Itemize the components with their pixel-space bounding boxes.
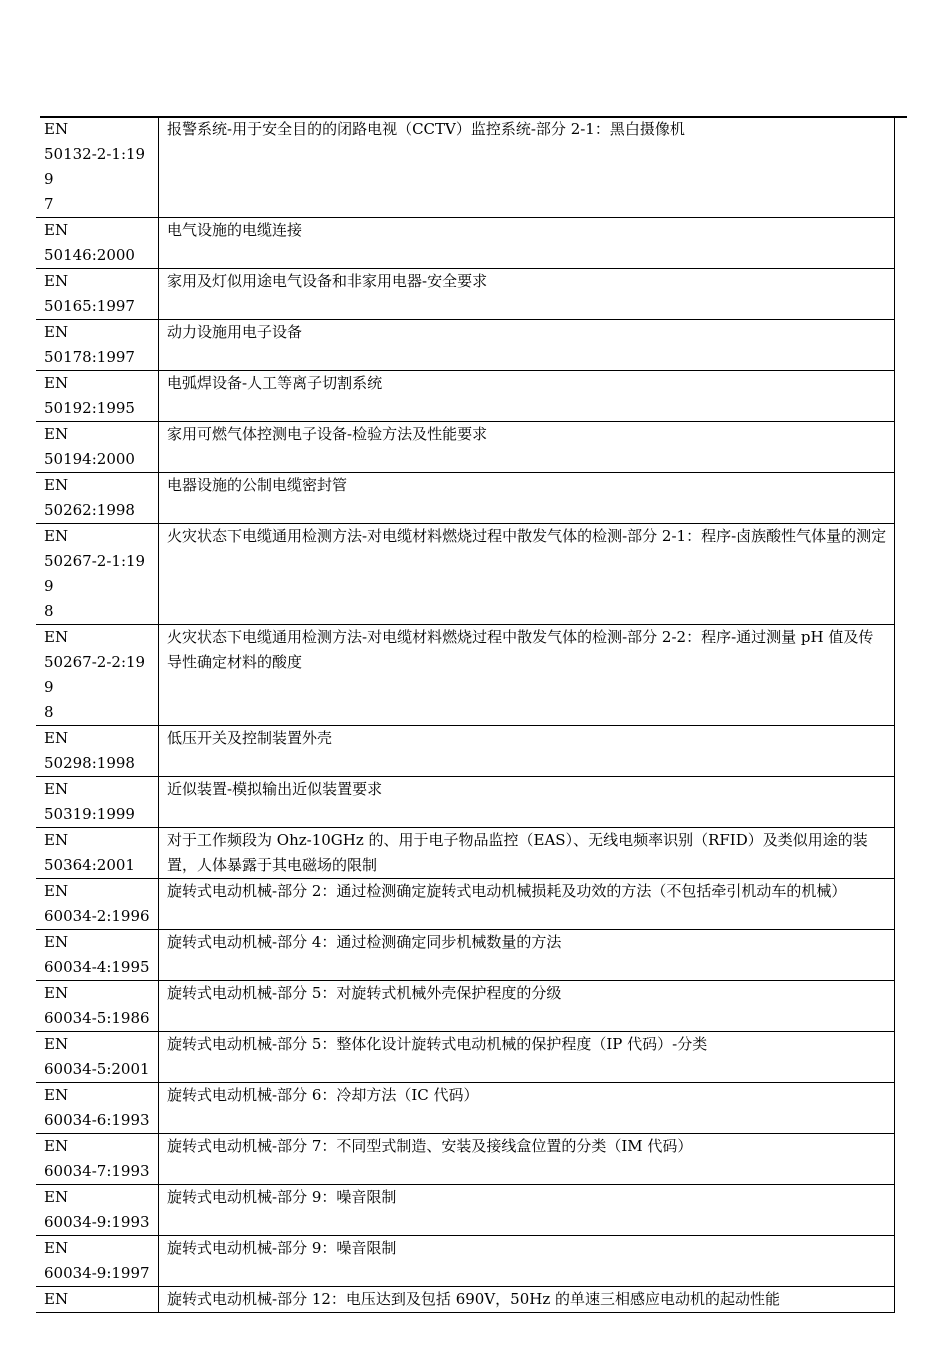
standard-code	[36, 371, 159, 422]
code-number: 60034-2:1996	[44, 907, 150, 925]
table-row	[36, 1032, 895, 1083]
standard-title: 火灾状态下电缆通用检测方法-对电缆材料燃烧过程中散发气体的检测-部分 2-2：程序-通过测量 pH 值及传导性确定材料的酸度	[159, 625, 895, 726]
table-row	[36, 777, 895, 828]
standard-title: 旋转式电动机械-部分 9：噪音限制	[159, 1236, 895, 1287]
code-prefix: EN	[44, 780, 69, 798]
code-number: 50262:1998	[44, 501, 135, 519]
code-prefix: EN	[44, 729, 69, 747]
standard-title: 家用及灯似用途电气设备和非家用电器-安全要求	[159, 269, 895, 320]
code-number: 50132-2-1:199	[44, 145, 146, 188]
standard-code	[36, 879, 159, 930]
standard-title: 旋转式电动机械-部分 12：电压达到及包括 690V，50Hz 的单速三相感应电动机的起动性能	[159, 1287, 895, 1313]
code-number: 60034-5:1986	[44, 1009, 150, 1027]
code-prefix: EN	[44, 1239, 69, 1257]
table-row	[36, 828, 895, 879]
code-number: 50319:1999	[44, 805, 135, 823]
standard-code	[36, 1083, 159, 1134]
code-prefix: EN	[44, 323, 69, 341]
code-prefix: EN	[44, 476, 69, 494]
code-number: 50178:1997	[44, 348, 135, 366]
standard-code	[36, 473, 159, 524]
code-number: 50146:2000	[44, 246, 135, 264]
table-row	[36, 1236, 895, 1287]
code-number: 60034-5:2001	[44, 1060, 150, 1078]
standard-title: 动力设施用电子设备	[159, 320, 895, 371]
standard-title: 旋转式电动机械-部分 2：通过检测确定旋转式电动机械损耗及功效的方法（不包括牵引机动车的机械）	[159, 879, 895, 930]
code-prefix: EN	[44, 425, 69, 443]
standard-title: 电器设施的公制电缆密封管	[159, 473, 895, 524]
code-number: 60034-7:1993	[44, 1162, 150, 1180]
code-prefix: EN	[44, 221, 69, 239]
code-number: 50165:1997	[44, 297, 135, 315]
code-number: 50364:2001	[44, 856, 135, 874]
code-prefix: EN	[44, 272, 69, 290]
code-number: 50267-2-2:199	[44, 653, 146, 696]
code-prefix: EN	[44, 374, 69, 392]
standard-title: 报警系统-用于安全目的的闭路电视（CCTV）监控系统-部分 2-1：黑白摄像机	[159, 117, 895, 218]
code-number: 50298:1998	[44, 754, 135, 772]
code-prefix: EN	[44, 882, 69, 900]
standard-title: 旋转式电动机械-部分 9：噪音限制	[159, 1185, 895, 1236]
code-number: 50194:2000	[44, 450, 135, 468]
code-prefix: EN	[44, 120, 69, 138]
standard-code	[36, 1236, 159, 1287]
standard-code	[36, 1032, 159, 1083]
table-row	[36, 930, 895, 981]
code-prefix: EN	[44, 831, 69, 849]
code-number-cont: 8	[44, 602, 54, 620]
code-number: 60034-6:1993	[44, 1111, 150, 1129]
standard-code	[36, 218, 159, 269]
code-number: 50192:1995	[44, 399, 135, 417]
standard-code	[36, 320, 159, 371]
code-number: 60034-9:1997	[44, 1264, 150, 1282]
table-row	[36, 1287, 895, 1313]
table-row	[36, 371, 895, 422]
code-prefix: EN	[44, 933, 69, 951]
standard-title: 旋转式电动机械-部分 4：通过检测确定同步机械数量的方法	[159, 930, 895, 981]
standard-code	[36, 1287, 159, 1313]
table-row	[36, 218, 895, 269]
standard-code	[36, 777, 159, 828]
standard-title: 对于工作频段为 Ohz-10GHz 的、用于电子物品监控（EAS）、无线电频率识别（RFID）及类似用途的装置，人体暴露于其电磁场的限制	[159, 828, 895, 879]
table-row	[36, 1185, 895, 1236]
code-number-cont: 7	[44, 195, 54, 213]
standard-title: 电气设施的电缆连接	[159, 218, 895, 269]
standard-code	[36, 625, 159, 726]
code-prefix: EN	[44, 628, 69, 646]
standard-code	[36, 981, 159, 1032]
code-number: 60034-9:1993	[44, 1213, 150, 1231]
code-number-cont: 8	[44, 703, 54, 721]
table-row	[36, 1083, 895, 1134]
standard-code	[36, 422, 159, 473]
standards-table	[36, 117, 895, 1313]
table-row	[36, 981, 895, 1032]
code-prefix: EN	[44, 527, 69, 545]
standard-code	[36, 1134, 159, 1185]
table-row	[36, 473, 895, 524]
standard-code	[36, 117, 159, 218]
standard-code	[36, 1185, 159, 1236]
standard-code	[36, 524, 159, 625]
standard-title: 旋转式电动机械-部分 6：冷却方法（IC 代码）	[159, 1083, 895, 1134]
standard-code	[36, 828, 159, 879]
standard-title: 旋转式电动机械-部分 5：整体化设计旋转式电动机械的保护程度（IP 代码）-分类	[159, 1032, 895, 1083]
table-row	[36, 1134, 895, 1185]
code-prefix: EN	[44, 984, 69, 1002]
standard-title: 低压开关及控制装置外壳	[159, 726, 895, 777]
code-prefix: EN	[44, 1086, 69, 1104]
standard-title: 近似装置-模拟输出近似装置要求	[159, 777, 895, 828]
code-prefix: EN	[44, 1188, 69, 1206]
code-number: 50267-2-1:199	[44, 552, 146, 595]
standard-title: 家用可燃气体控测电子设备-检验方法及性能要求	[159, 422, 895, 473]
standard-title: 电弧焊设备-人工等离子切割系统	[159, 371, 895, 422]
standard-title: 旋转式电动机械-部分 7：不同型式制造、安装及接线盒位置的分类（IM 代码）	[159, 1134, 895, 1185]
table-row	[36, 879, 895, 930]
standard-code	[36, 726, 159, 777]
table-row	[36, 726, 895, 777]
table-row	[36, 422, 895, 473]
code-prefix: EN	[44, 1035, 69, 1053]
table-row	[36, 269, 895, 320]
table-row	[36, 117, 895, 218]
table-row	[36, 320, 895, 371]
code-number: 60034-4:1995	[44, 958, 150, 976]
standard-code	[36, 930, 159, 981]
table-row	[36, 625, 895, 726]
code-prefix: EN	[44, 1290, 69, 1308]
standard-code	[36, 269, 159, 320]
standard-title: 火灾状态下电缆通用检测方法-对电缆材料燃烧过程中散发气体的检测-部分 2-1：程序-卤族酸性气体量的测定	[159, 524, 895, 625]
standard-title: 旋转式电动机械-部分 5：对旋转式机械外壳保护程度的分级	[159, 981, 895, 1032]
code-prefix: EN	[44, 1137, 69, 1155]
table-row	[36, 524, 895, 625]
